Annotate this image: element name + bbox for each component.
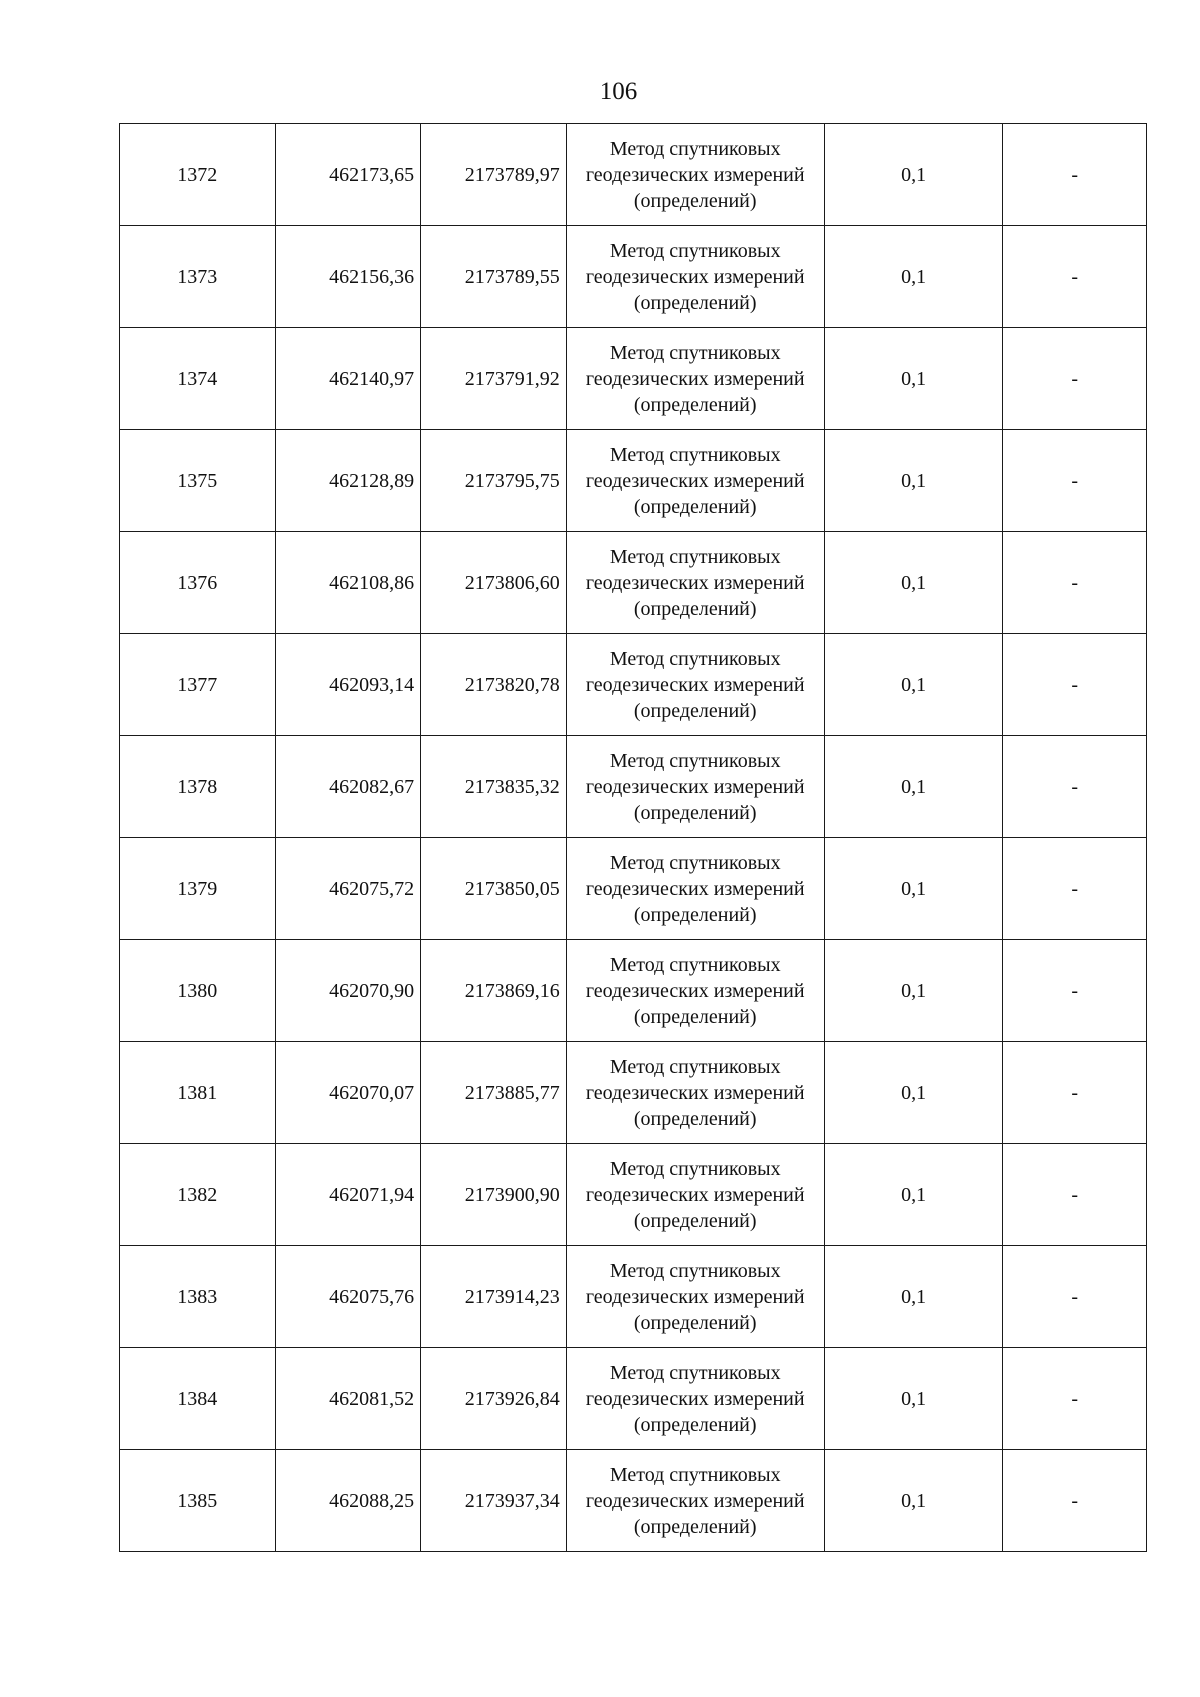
- table-row: [120, 838, 1147, 940]
- accuracy-cell: 0,1: [824, 1450, 1003, 1552]
- accuracy-cell: 0,1: [824, 532, 1003, 634]
- coordinate-y-cell: 2173820,78: [421, 634, 567, 736]
- method-cell: [566, 1246, 824, 1348]
- coordinate-y-cell: 2173900,90: [421, 1144, 567, 1246]
- coordinate-y-cell: 2173937,34: [421, 1450, 567, 1552]
- point-number-cell: 1380: [120, 940, 276, 1042]
- note-cell: -: [1003, 940, 1147, 1042]
- method-line: геодезических измерений: [585, 367, 805, 390]
- method-line: (определений): [633, 801, 757, 824]
- method-line: Метод спутниковых: [609, 545, 781, 568]
- coordinate-x-cell: 462156,36: [275, 226, 421, 328]
- point-number-cell: 1372: [120, 124, 276, 226]
- method-line: геодезических измерений: [585, 163, 805, 186]
- method-cell: [566, 940, 824, 1042]
- method-line: Метод спутниковых: [609, 647, 781, 670]
- accuracy-cell: 0,1: [824, 940, 1003, 1042]
- method-line: (определений): [633, 495, 757, 518]
- table-row: [120, 634, 1147, 736]
- method-line: (определений): [633, 1515, 757, 1538]
- method-cell: [566, 634, 824, 736]
- accuracy-cell: 0,1: [824, 634, 1003, 736]
- method-line: геодезических измерений: [585, 1183, 805, 1206]
- note-cell: -: [1003, 736, 1147, 838]
- accuracy-cell: 0,1: [824, 1042, 1003, 1144]
- method-cell: [566, 1450, 824, 1552]
- coordinate-y-cell: 2173914,23: [421, 1246, 567, 1348]
- note-cell: -: [1003, 532, 1147, 634]
- method-line: геодезических измерений: [585, 673, 805, 696]
- method-line: (определений): [633, 189, 757, 212]
- method-line: геодезических измерений: [585, 571, 805, 594]
- note-cell: -: [1003, 1348, 1147, 1450]
- point-number-cell: 1377: [120, 634, 276, 736]
- method-line: Метод спутниковых: [609, 1157, 781, 1180]
- accuracy-cell: 0,1: [824, 838, 1003, 940]
- coordinate-x-cell: 462070,90: [275, 940, 421, 1042]
- method-line: Метод спутниковых: [609, 953, 781, 976]
- method-line: Метод спутниковых: [609, 239, 781, 262]
- point-number-cell: 1375: [120, 430, 276, 532]
- method-line: (определений): [633, 1413, 757, 1436]
- coordinate-y-cell: 2173885,77: [421, 1042, 567, 1144]
- accuracy-cell: 0,1: [824, 124, 1003, 226]
- accuracy-cell: 0,1: [824, 226, 1003, 328]
- coordinate-y-cell: 2173789,55: [421, 226, 567, 328]
- coordinate-x-cell: 462108,86: [275, 532, 421, 634]
- point-number-cell: 1385: [120, 1450, 276, 1552]
- coordinate-x-cell: 462075,72: [275, 838, 421, 940]
- method-line: геодезических измерений: [585, 469, 805, 492]
- coordinate-x-cell: 462082,67: [275, 736, 421, 838]
- coordinate-x-cell: 462071,94: [275, 1144, 421, 1246]
- point-number-cell: 1374: [120, 328, 276, 430]
- note-cell: -: [1003, 1144, 1147, 1246]
- coordinates-table: [119, 123, 1147, 1552]
- point-number-cell: 1379: [120, 838, 276, 940]
- method-cell: [566, 430, 824, 532]
- method-cell: [566, 1144, 824, 1246]
- point-number-cell: 1381: [120, 1042, 276, 1144]
- table-row: [120, 1246, 1147, 1348]
- note-cell: -: [1003, 430, 1147, 532]
- coordinate-x-cell: 462088,25: [275, 1450, 421, 1552]
- table-row: [120, 1144, 1147, 1246]
- method-line: (определений): [633, 1005, 757, 1028]
- coordinate-x-cell: 462173,65: [275, 124, 421, 226]
- coordinate-y-cell: 2173789,97: [421, 124, 567, 226]
- method-line: геодезических измерений: [585, 979, 805, 1002]
- table-row: [120, 1348, 1147, 1450]
- method-line: (определений): [633, 597, 757, 620]
- method-cell: [566, 532, 824, 634]
- note-cell: -: [1003, 634, 1147, 736]
- method-line: геодезических измерений: [585, 1489, 805, 1512]
- table-row: [120, 124, 1147, 226]
- method-cell: [566, 328, 824, 430]
- note-cell: -: [1003, 226, 1147, 328]
- point-number-cell: 1373: [120, 226, 276, 328]
- note-cell: -: [1003, 838, 1147, 940]
- accuracy-cell: 0,1: [824, 1246, 1003, 1348]
- note-cell: -: [1003, 1450, 1147, 1552]
- method-line: (определений): [633, 1311, 757, 1334]
- table-row: [120, 1042, 1147, 1144]
- method-line: (определений): [633, 393, 757, 416]
- method-line: (определений): [633, 903, 757, 926]
- coordinate-y-cell: 2173926,84: [421, 1348, 567, 1450]
- method-line: геодезических измерений: [585, 265, 805, 288]
- accuracy-cell: 0,1: [824, 1348, 1003, 1450]
- coordinate-x-cell: 462070,07: [275, 1042, 421, 1144]
- method-line: Метод спутниковых: [609, 1259, 781, 1282]
- method-line: Метод спутниковых: [609, 749, 781, 772]
- point-number-cell: 1376: [120, 532, 276, 634]
- method-line: Метод спутниковых: [609, 1361, 781, 1384]
- method-line: Метод спутниковых: [609, 1055, 781, 1078]
- point-number-cell: 1382: [120, 1144, 276, 1246]
- coordinate-y-cell: 2173791,92: [421, 328, 567, 430]
- method-line: Метод спутниковых: [609, 1463, 781, 1486]
- table-row: [120, 736, 1147, 838]
- accuracy-cell: 0,1: [824, 328, 1003, 430]
- point-number-cell: 1384: [120, 1348, 276, 1450]
- note-cell: -: [1003, 328, 1147, 430]
- coordinates-table-body: [120, 124, 1147, 1552]
- method-line: (определений): [633, 1107, 757, 1130]
- coordinate-y-cell: 2173795,75: [421, 430, 567, 532]
- method-line: геодезических измерений: [585, 877, 805, 900]
- method-cell: [566, 736, 824, 838]
- method-cell: [566, 226, 824, 328]
- method-line: геодезических измерений: [585, 1081, 805, 1104]
- method-line: (определений): [633, 291, 757, 314]
- method-cell: [566, 1348, 824, 1450]
- coordinate-x-cell: 462140,97: [275, 328, 421, 430]
- method-line: Метод спутниковых: [609, 443, 781, 466]
- coordinate-y-cell: 2173806,60: [421, 532, 567, 634]
- page-number: 106: [599, 78, 638, 105]
- coordinate-x-cell: 462081,52: [275, 1348, 421, 1450]
- point-number-cell: 1378: [120, 736, 276, 838]
- accuracy-cell: 0,1: [824, 736, 1003, 838]
- coordinate-y-cell: 2173869,16: [421, 940, 567, 1042]
- method-line: (определений): [633, 1209, 757, 1232]
- coordinate-x-cell: 462075,76: [275, 1246, 421, 1348]
- method-cell: [566, 838, 824, 940]
- coordinate-x-cell: 462128,89: [275, 430, 421, 532]
- table-row: [120, 1450, 1147, 1552]
- method-cell: [566, 124, 824, 226]
- coordinate-y-cell: 2173835,32: [421, 736, 567, 838]
- table-row: [120, 430, 1147, 532]
- table-row: [120, 226, 1147, 328]
- table-row: [120, 940, 1147, 1042]
- note-cell: -: [1003, 1042, 1147, 1144]
- coordinate-x-cell: 462093,14: [275, 634, 421, 736]
- method-line: Метод спутниковых: [609, 137, 781, 160]
- note-cell: -: [1003, 124, 1147, 226]
- method-line: (определений): [633, 699, 757, 722]
- method-line: геодезических измерений: [585, 1387, 805, 1410]
- note-cell: -: [1003, 1246, 1147, 1348]
- point-number-cell: 1383: [120, 1246, 276, 1348]
- method-line: Метод спутниковых: [609, 341, 781, 364]
- accuracy-cell: 0,1: [824, 1144, 1003, 1246]
- method-line: геодезических измерений: [585, 1285, 805, 1308]
- accuracy-cell: 0,1: [824, 430, 1003, 532]
- method-line: Метод спутниковых: [609, 851, 781, 874]
- coordinate-y-cell: 2173850,05: [421, 838, 567, 940]
- table-row: [120, 328, 1147, 430]
- method-line: геодезических измерений: [585, 775, 805, 798]
- method-cell: [566, 1042, 824, 1144]
- table-row: [120, 532, 1147, 634]
